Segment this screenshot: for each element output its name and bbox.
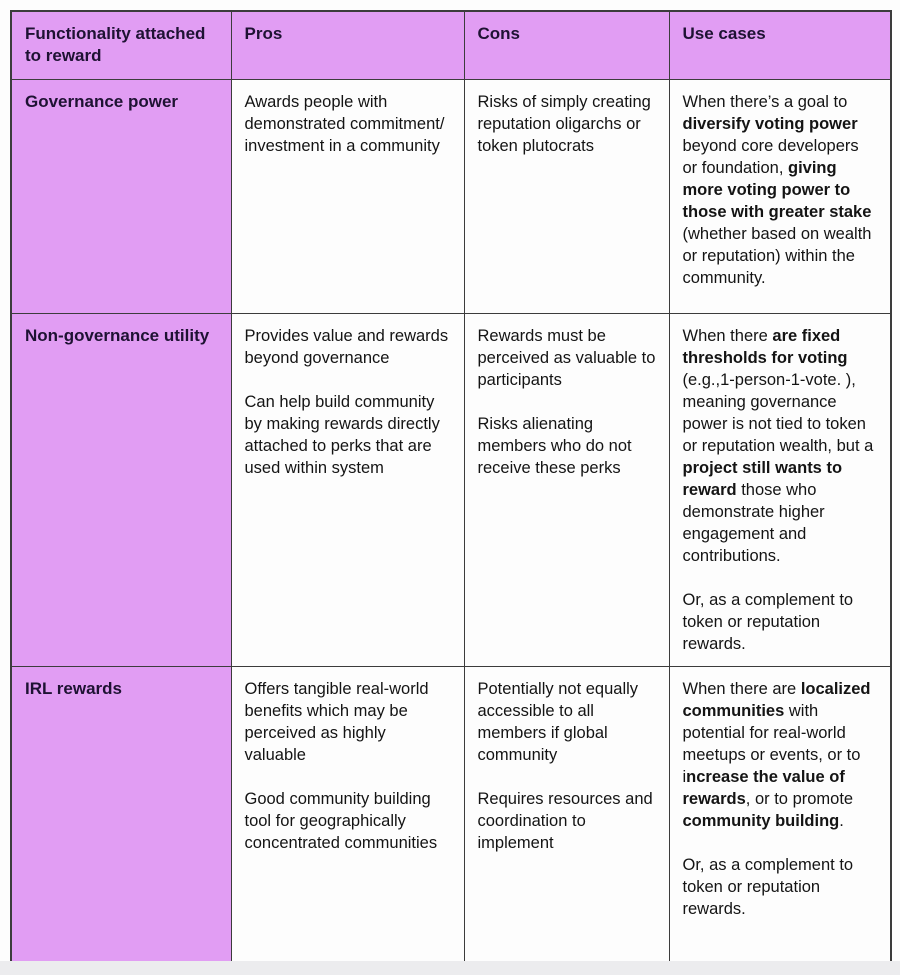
cell-governance-pros: Awards people with demonstrated commitment/ investment in a community: [231, 79, 464, 313]
cell-non-governance-use-cases: When there are fixed thresholds for voting (e.g.,1-person-1-vote. ), meaning governance power is not tied to token or reputation wealth, but a project still wants to reward those who demonstrate higher engagement and contributions. Or, as a complement to token or reputation rewards.: [669, 313, 891, 666]
column-header-use-cases: Use cases: [669, 11, 891, 79]
column-header-pros: Pros: [231, 11, 464, 79]
column-header-functionality: Functionality attached to reward: [11, 11, 231, 79]
row-header-governance-power: Governance power: [11, 79, 231, 313]
cell-irl-cons: Potentially not equally accessible to all members if global community Requires resources and coordination to implement: [464, 666, 669, 966]
cell-governance-cons: Risks of simply creating reputation oligarchs or token plutocrats: [464, 79, 669, 313]
row-header-irl-rewards: IRL rewards: [11, 666, 231, 966]
table-row-governance-power: [11, 79, 891, 313]
cell-governance-use-cases: When there’s a goal to diversify voting power beyond core developers or foundation, giving more voting power to those with greater stake (whether based on wealth or reputation) within the community.: [669, 79, 891, 313]
table-row-non-governance-utility: [11, 313, 891, 666]
cell-irl-pros: Offers tangible real-world benefits which may be perceived as highly valuable Good community building tool for geographically concentrated communities: [231, 666, 464, 966]
cell-non-governance-cons: Rewards must be perceived as valuable to participants Risks alienating members who do not receive these perks: [464, 313, 669, 666]
page-bottom-strip: [0, 961, 900, 975]
table-row-irl-rewards: [11, 666, 891, 966]
row-header-non-governance-utility: Non-governance utility: [11, 313, 231, 666]
cell-non-governance-pros: Provides value and rewards beyond governance Can help build community by making rewards directly attached to perks that are used within system: [231, 313, 464, 666]
reward-functionality-table: [10, 10, 892, 967]
cell-irl-use-cases: When there are localized communities with potential for real-world meetups or events, or to increase the value of rewards, or to promote community building. Or, as a complement to token or reputation rewards.: [669, 666, 891, 966]
table-header-row: [11, 11, 891, 79]
column-header-cons: Cons: [464, 11, 669, 79]
